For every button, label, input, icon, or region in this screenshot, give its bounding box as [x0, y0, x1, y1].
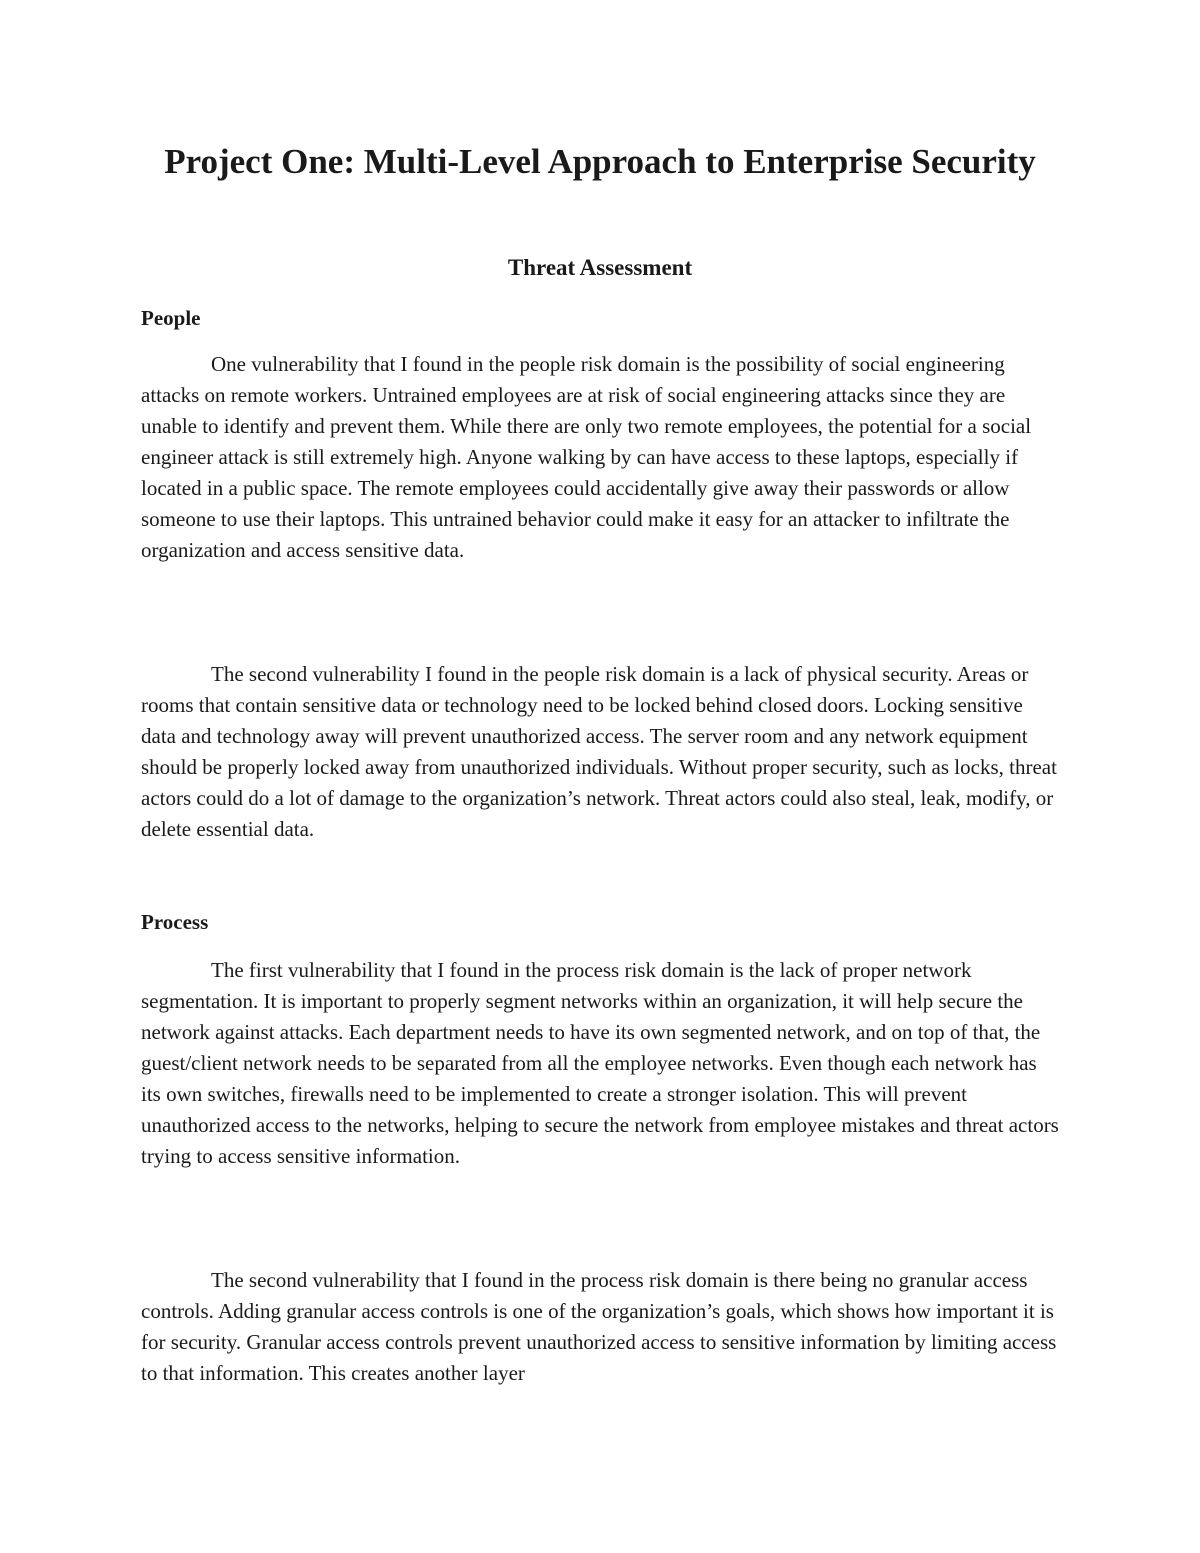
paragraph-people-1: One vulnerability that I found in the people risk domain is the possibility of social engineering attacks on remote workers. Untrained employees are at risk of social engineering attacks since they are unable to identify and prevent them. While there are only two remote employees, the potential for a social engineer attack is still extremely high. Anyone walking by can have access to these laptops, especially if located in a public space. The remote employees could accidentally give away their passwords or allow someone to use their laptops. This untrained behavior could make it easy for an attacker to infiltrate the organization and access sensitive data. — [141, 352, 1032, 562]
subheading-process: Process — [141, 910, 209, 934]
paragraph-process-1: The first vulnerability that I found in the process risk domain is the lack of proper network segmentation. It is important to properly segment networks within an organization, it will help secure the network against attacks. Each department needs to have its own segmented network, and on top of that, the guest/client network needs to be separated from all the employee networks. Even though each network has its own switches, firewalls need to be implemented to create a stronger isolation. This will prevent unauthorized access to the networks, helping to secure the network from employee mistakes and threat actors trying to access sensitive information. — [141, 958, 1059, 1168]
section-heading-threat-assessment: Threat Assessment — [507, 255, 693, 280]
document-title: Project One: Multi-Level Approach to Enterprise Security — [164, 142, 1036, 181]
paragraph-process-2: The second vulnerability that I found in the process risk domain is there being no granular access controls. Adding granular access controls is one of the organization’s goals, which shows how important it is for security. Granular access controls prevent unauthorized access to sensitive information by limiting access to that information. This creates another layer — [141, 1268, 1057, 1385]
subheading-people: People — [141, 306, 201, 330]
paragraph-people-2: The second vulnerability I found in the people risk domain is a lack of physical security. Areas or rooms that contain sensitive data or technology need to be locked behind closed doors. Locking sensitive data and technology away will prevent unauthorized access. The server room and any network equipment should be properly locked away from unauthorized individuals. Without proper security, such as locks, threat actors could do a lot of damage to the organization’s network. Threat actors could also steal, leak, modify, or delete essential data. — [141, 662, 1057, 841]
